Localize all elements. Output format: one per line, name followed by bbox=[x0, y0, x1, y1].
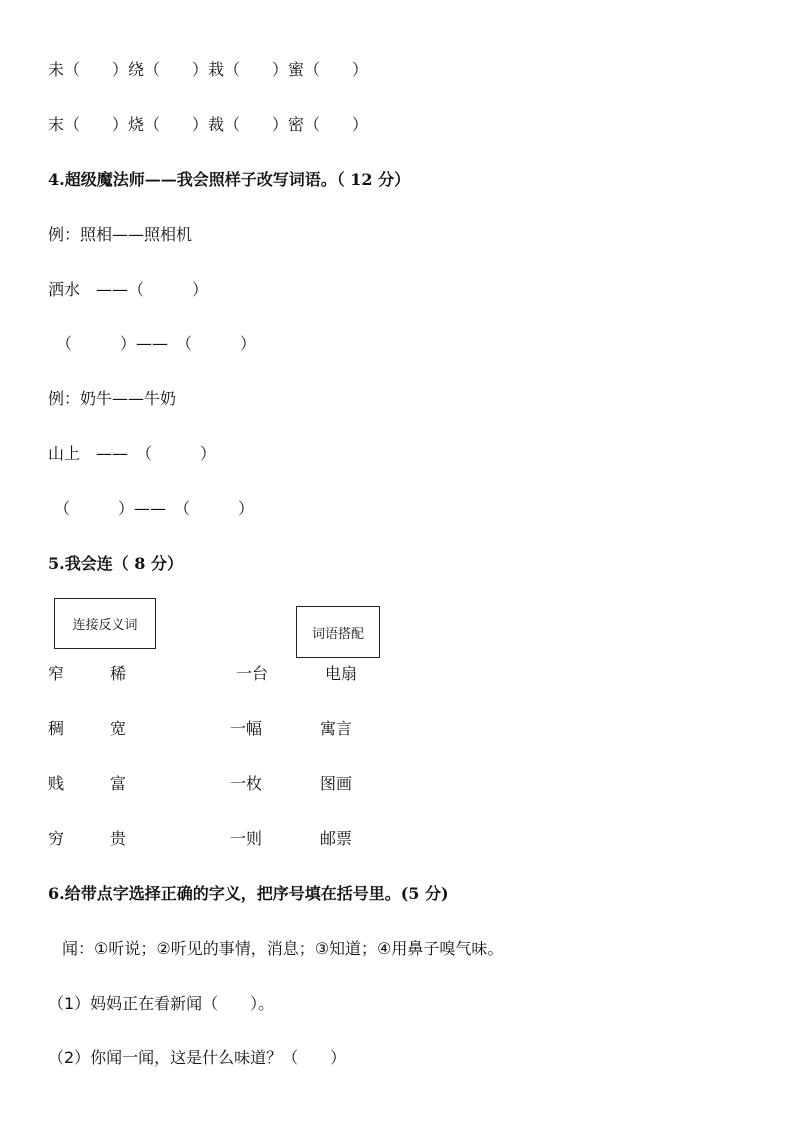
q5-row1-col3: 一台 bbox=[236, 664, 269, 683]
q6-item-1: （1）妈妈正在看新闻（ ）。 bbox=[48, 994, 275, 1013]
q6-item-2: （2）你闻一闻，这是什么味道？（ ） bbox=[48, 1048, 347, 1067]
q5-row1-col4: 电扇 bbox=[325, 664, 358, 683]
q3-row-1: 未（ ）绕（ ）栽（ ）蜜（ ） bbox=[48, 60, 369, 79]
q4-line-4: （ ）—— （ ） bbox=[54, 499, 255, 518]
q5-row3-col3: 一枚 bbox=[230, 774, 263, 793]
q5-row3-col1: 贱 bbox=[48, 774, 65, 793]
q4-example-2: 例：奶牛——牛奶 bbox=[48, 389, 177, 408]
q4-title: 4.超级魔法师——我会照样子改写词语。（ 12 分） bbox=[48, 170, 411, 189]
q6-title: 6.给带点字选择正确的字义，把序号填在括号里。(5 分) bbox=[48, 884, 449, 903]
q5-row2-col2: 宽 bbox=[110, 719, 127, 738]
q4-line-1: 洒水 ——（ ） bbox=[48, 280, 209, 299]
collocation-box-label: 词语搭配 bbox=[311, 626, 364, 642]
q5-row2-col3: 一幅 bbox=[230, 719, 263, 738]
q5-row4-col3: 一则 bbox=[230, 829, 263, 848]
q5-title: 5.我会连（ 8 分） bbox=[48, 554, 183, 573]
q4-example-1: 例：照相——照相机 bbox=[48, 225, 193, 244]
q5-row4-col4: 邮票 bbox=[320, 829, 353, 848]
q6-definition: 闻：①听说；②听见的事情，消息；③知道；④用鼻子嗅气味。 bbox=[62, 939, 504, 958]
q5-row1-col1: 窄 bbox=[48, 664, 65, 683]
antonym-box-label: 连接反义词 bbox=[72, 618, 138, 633]
q4-line-2: （ ）—— （ ） bbox=[56, 334, 257, 353]
q5-row2-col1: 稠 bbox=[48, 719, 65, 738]
antonym-box bbox=[54, 598, 156, 649]
q5-row4-col2: 贵 bbox=[110, 829, 127, 848]
q5-row2-col4: 寓言 bbox=[320, 719, 353, 738]
q5-row3-col2: 富 bbox=[110, 774, 127, 793]
q5-row1-col2: 稀 bbox=[110, 664, 127, 683]
collocation-box bbox=[296, 606, 380, 658]
q3-row-2: 末（ ）烧（ ）裁（ ）密（ ） bbox=[48, 115, 369, 134]
q5-row3-col4: 图画 bbox=[320, 774, 353, 793]
q5-row4-col1: 穷 bbox=[48, 829, 65, 848]
q4-line-3: 山上 —— （ ） bbox=[48, 444, 217, 463]
